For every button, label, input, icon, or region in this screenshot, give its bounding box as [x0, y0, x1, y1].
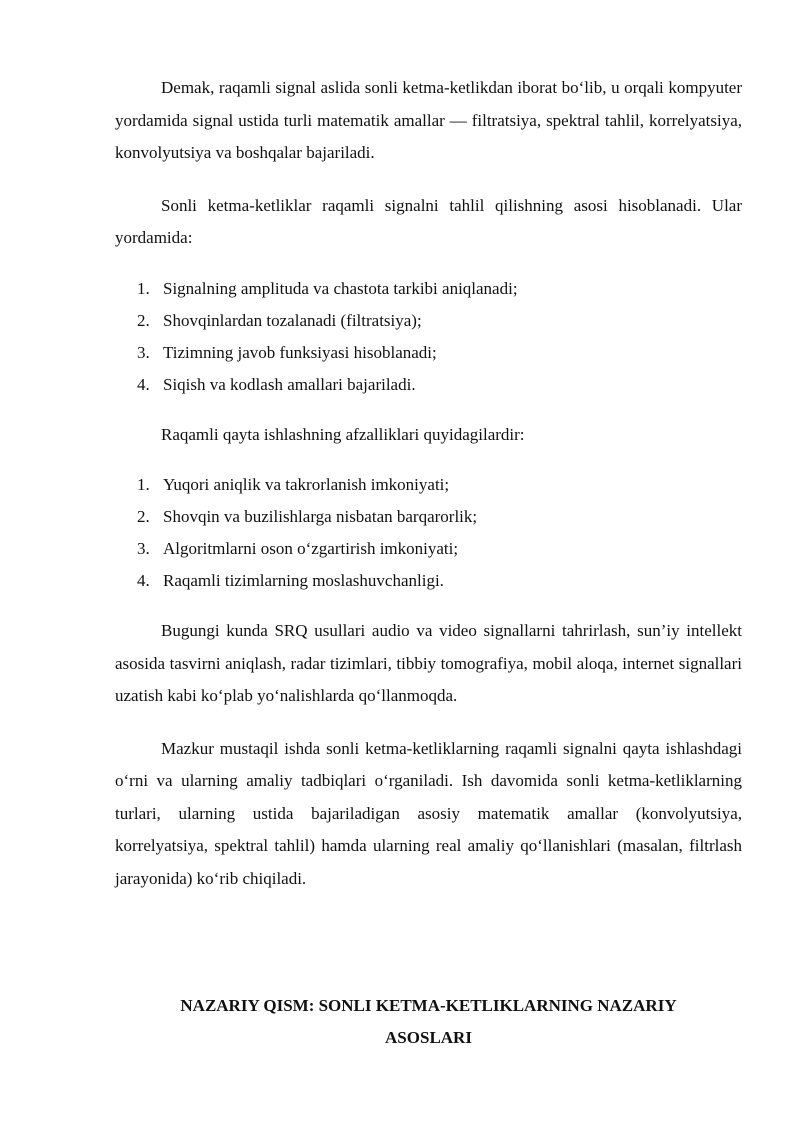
list-analysis-tasks	[115, 273, 742, 401]
section-heading-line1: NAZARIY QISM: SONLI KETMA-KETLIKLARNING NAZARIY	[180, 996, 677, 1015]
list-item	[115, 273, 742, 305]
list-item	[115, 337, 742, 369]
section-heading	[115, 990, 742, 1054]
list-number: 1.	[137, 278, 150, 298]
list-item-text: Shovqinlardan tozalanadi (filtratsiya);	[163, 310, 422, 330]
list-item-text: Yuqori aniqlik va takrorlanish imkoniyati;	[163, 475, 450, 494]
list-item-text: Raqamli tizimlarning moslashuvchanligi.	[163, 571, 444, 590]
paragraph-work-scope: Mazkur mustaqil ishda sonli ketma-ketliklarning raqamli signalni qayta ishlashdagi o‘rni va ularning amaliy tadbiqlari o‘rganiladi. Ish davomida sonli ketma-ketliklarning turlari, ularning ustida bajariladigan asosiy matematik amallar (konvolyutsiya, korrelyatsiya, spektral tahlil) hamda ularning real amaliy qo‘llanishlari (masalan, filtrlash jarayonida) ko‘rib chiqiladi.	[115, 738, 742, 888]
paragraph-applications: Bugungi kunda SRQ usullari audio va video signallarni tahrirlash, sun’iy intellekt asosida tasvirni aniqlash, radar tizimlari, tibbiy tomografiya, mobil aloqa, internet signallari uzatish kabi ko‘plab yo‘nalishlarda qo‘llanmoqda.	[115, 621, 742, 705]
list-number: 3.	[137, 342, 150, 362]
paragraph-intro: Demak, raqamli signal aslida sonli ketma-ketlikdan iborat bo‘lib, u orqali kompyuter yordamida signal ustida turli matematik amallar — filtratsiya, spektral tahlil, korrelyatsiya, konvolyutsiya va boshqalar bajariladi.	[115, 78, 742, 162]
list-advantages	[115, 469, 742, 597]
list-item-text: Signalning amplituda va chastota tarkibi aniqlanadi;	[163, 278, 518, 298]
paragraph-sequences-basis: Sonli ketma-ketliklar raqamli signalni tahlil qilishning asosi hisoblanadi. Ular yordamida:	[115, 195, 742, 247]
list-item-text: Tizimning javob funksiyasi hisoblanadi;	[163, 342, 437, 362]
list-number: 1.	[137, 475, 150, 494]
section-heading-line2: ASOSLARI	[385, 1028, 472, 1047]
document-body	[115, 72, 742, 895]
list-item	[115, 369, 742, 401]
list-item-text: Algoritmlarni oson o‘zgartirish imkoniyati;	[163, 539, 459, 558]
list-number: 2.	[137, 310, 150, 330]
list-item	[115, 469, 742, 501]
list-item-text: Shovqin va buzilishlarga nisbatan barqarorlik;	[163, 507, 478, 526]
paragraph-advantages-intro: Raqamli qayta ishlashning afzalliklari quyidagilardir:	[161, 424, 525, 444]
list-number: 2.	[137, 507, 150, 526]
list-item	[115, 305, 742, 337]
list-item	[115, 533, 742, 565]
list-number: 3.	[137, 539, 150, 558]
list-item-text: Siqish va kodlash amallari bajariladi.	[163, 374, 416, 394]
list-number: 4.	[137, 374, 150, 394]
list-item	[115, 565, 742, 597]
list-item	[115, 501, 742, 533]
list-number: 4.	[137, 571, 150, 590]
